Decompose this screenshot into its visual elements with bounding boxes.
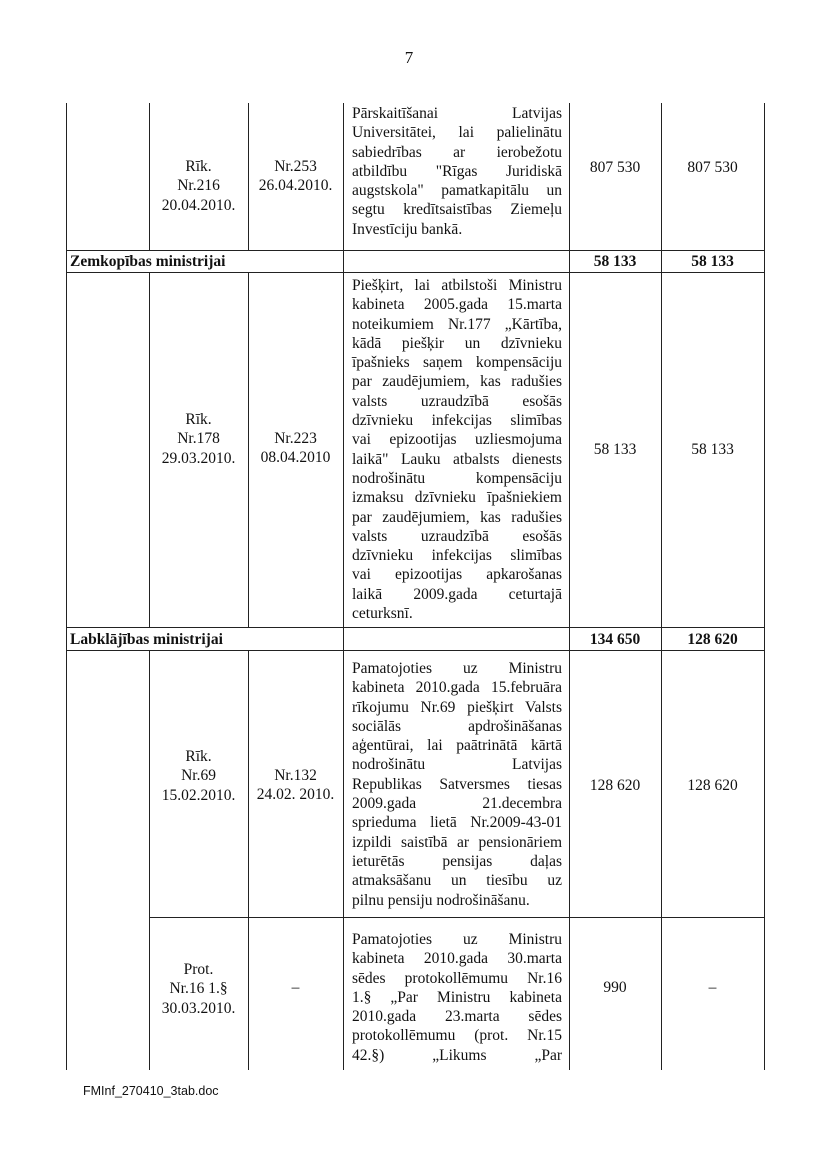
purpose-line: segtu kredītsaistības Ziemeļu <box>352 201 562 219</box>
row-line <box>66 650 765 651</box>
purpose-line: īpašnieks saņem kompensāciju <box>352 354 562 372</box>
purpose-line: kabineta 2010.gada 30.marta <box>352 950 562 968</box>
purpose-line: atbildību "Rīgas Juridiskā <box>352 162 562 180</box>
purpose-line: 1.§ „Par Ministru kabineta <box>352 988 562 1006</box>
ministry-name: Labklājības ministrijai <box>70 631 223 648</box>
purpose-line: ceturksnī. <box>352 605 413 623</box>
amount-cell: – <box>708 979 717 996</box>
purpose-line: nodrošinātu kompensāciju <box>352 469 562 487</box>
decision-cell <box>248 766 343 805</box>
ministry-amount: 58 133 <box>691 253 734 270</box>
purpose-line: atmaksāšanu un tiesību uz <box>352 872 562 890</box>
amount-cell: 807 530 <box>589 159 641 176</box>
order-cell <box>149 960 248 1018</box>
order-line: Rīk. <box>185 748 212 765</box>
purpose-line: Piešķirt, lai atbilstoši Ministru <box>352 277 562 294</box>
order-cell <box>149 157 248 215</box>
ministry-amount: 58 133 <box>593 253 637 270</box>
row-line <box>66 272 765 273</box>
purpose-line: vai epizootijas uzliesmojuma <box>352 431 562 449</box>
footer-filename: FMInf_270410_3tab.doc <box>83 1084 219 1098</box>
purpose-line: ieturētās pensijas daļas <box>352 852 562 870</box>
purpose-line: augstskola" pamatkapitālu un <box>352 182 562 200</box>
purpose-line: 42.§) „Likums „Par <box>352 1046 562 1064</box>
decision-line: – <box>291 979 300 996</box>
purpose-line: kabineta 2005.gada 15.marta <box>352 296 562 314</box>
amount-cell: 807 530 <box>687 159 738 176</box>
row-line <box>66 250 765 251</box>
amount-cell: 128 620 <box>687 777 738 794</box>
order-line: 20.04.2010. <box>161 196 236 214</box>
purpose-line: Pamatojoties uz Ministru <box>352 931 562 948</box>
decision-line: 24.02. 2010. <box>256 786 335 804</box>
purpose-line: sabiedrības ar ierobežotu <box>352 143 562 161</box>
purpose-line: kabineta 2010.gada 15.februāra <box>352 679 562 697</box>
purpose-line: noteikumiem Nr.177 „Kārtība, <box>352 315 562 333</box>
ministry-name: Zemkopības ministrijai <box>70 253 226 270</box>
decision-line: 08.04.2010 <box>260 449 331 467</box>
decision-cell <box>248 978 343 997</box>
decision-cell <box>248 157 343 196</box>
col-line <box>343 103 344 1070</box>
purpose-cell <box>352 659 562 910</box>
amount-cell: 58 133 <box>691 441 734 458</box>
purpose-line: kādā piešķir un dzīvnieku <box>352 334 562 352</box>
order-line: Nr.16 1.§ <box>169 980 228 998</box>
purpose-line: valsts uzraudzībā esošās <box>352 527 562 545</box>
order-line: 29.03.2010. <box>161 449 236 467</box>
decision-cell <box>248 429 343 468</box>
decision-line: 26.04.2010. <box>258 177 333 195</box>
col-line <box>661 103 662 1070</box>
purpose-line: Pamatojoties uz Ministru <box>352 660 562 677</box>
purpose-line: 2009.gada 21.decembra <box>352 795 562 813</box>
purpose-line: laikā" Lauku atbalsts dienests <box>352 450 562 468</box>
purpose-line: vai epizootijas apkarošanas <box>352 566 562 584</box>
decision-line: Nr.253 <box>274 158 317 175</box>
col-line <box>569 103 570 1070</box>
purpose-line: izpildi saistībā ar pensionāriem <box>352 833 562 851</box>
purpose-line: 2010.gada 23.marta sēdes <box>352 1008 562 1026</box>
order-cell <box>149 410 248 468</box>
amount-cell: 990 <box>603 979 627 996</box>
amount-cell: 128 620 <box>589 777 641 794</box>
purpose-line: aģentūrai, lai paātrinātā kārtā <box>352 737 562 755</box>
purpose-line: laikā 2009.gada ceturtajā <box>352 585 562 603</box>
purpose-cell <box>352 104 562 239</box>
order-line: 15.02.2010. <box>161 786 236 804</box>
row-line <box>149 917 765 918</box>
order-line: Nr.178 <box>177 430 220 448</box>
table-left-border <box>66 103 67 1070</box>
order-line: Rīk. <box>185 158 212 175</box>
purpose-line: Investīciju bankā. <box>352 220 463 238</box>
page-number: 7 <box>404 48 414 67</box>
purpose-line: par zaudējumiem, kas radušies <box>352 373 562 391</box>
purpose-cell <box>352 930 562 1065</box>
ministry-amount: 128 620 <box>687 631 738 648</box>
purpose-line: izmaksu dzīvnieku īpašniekiem <box>352 489 562 507</box>
order-line: Nr.216 <box>177 177 220 195</box>
order-line: Prot. <box>183 961 214 978</box>
decision-line: Nr.132 <box>274 767 317 784</box>
purpose-line: valsts uzraudzībā esošās <box>352 392 562 410</box>
order-cell <box>149 747 248 805</box>
ministry-amount: 134 650 <box>589 631 641 648</box>
order-line: Rīk. <box>185 411 212 428</box>
col-line <box>248 650 249 1070</box>
decision-line: Nr.223 <box>274 430 317 447</box>
purpose-line: sociālās apdrošināšanas <box>352 717 562 735</box>
purpose-line: Universitātei, lai palielinātu <box>352 124 562 142</box>
table-right-border <box>764 103 765 1070</box>
purpose-line: sēdes protokollēmumu Nr.16 <box>352 969 562 987</box>
purpose-line: nodrošinātu Latvijas <box>352 756 562 774</box>
row-line <box>66 627 765 628</box>
purpose-line: rīkojumu Nr.69 piešķirt Valsts <box>352 698 562 716</box>
amount-cell: 58 133 <box>593 441 637 458</box>
purpose-line: Pārskaitīšanai Latvijas <box>352 105 562 122</box>
order-line: Nr.69 <box>181 767 216 785</box>
purpose-line: sprieduma lietā Nr.2009-43-01 <box>352 814 562 832</box>
purpose-line: dzīvnieku infekcijas slimības <box>352 412 562 430</box>
purpose-line: par zaudējumiem, kas radušies <box>352 508 562 526</box>
purpose-cell <box>352 276 562 623</box>
purpose-line: Republikas Satversmes tiesas <box>352 775 562 793</box>
order-line: 30.03.2010. <box>161 999 236 1017</box>
purpose-line: pilnu pensiju nodrošināšanu. <box>352 891 530 909</box>
purpose-line: protokollēmumu (prot. Nr.15 <box>352 1027 562 1045</box>
purpose-line: dzīvnieku infekcijas slimības <box>352 547 562 565</box>
